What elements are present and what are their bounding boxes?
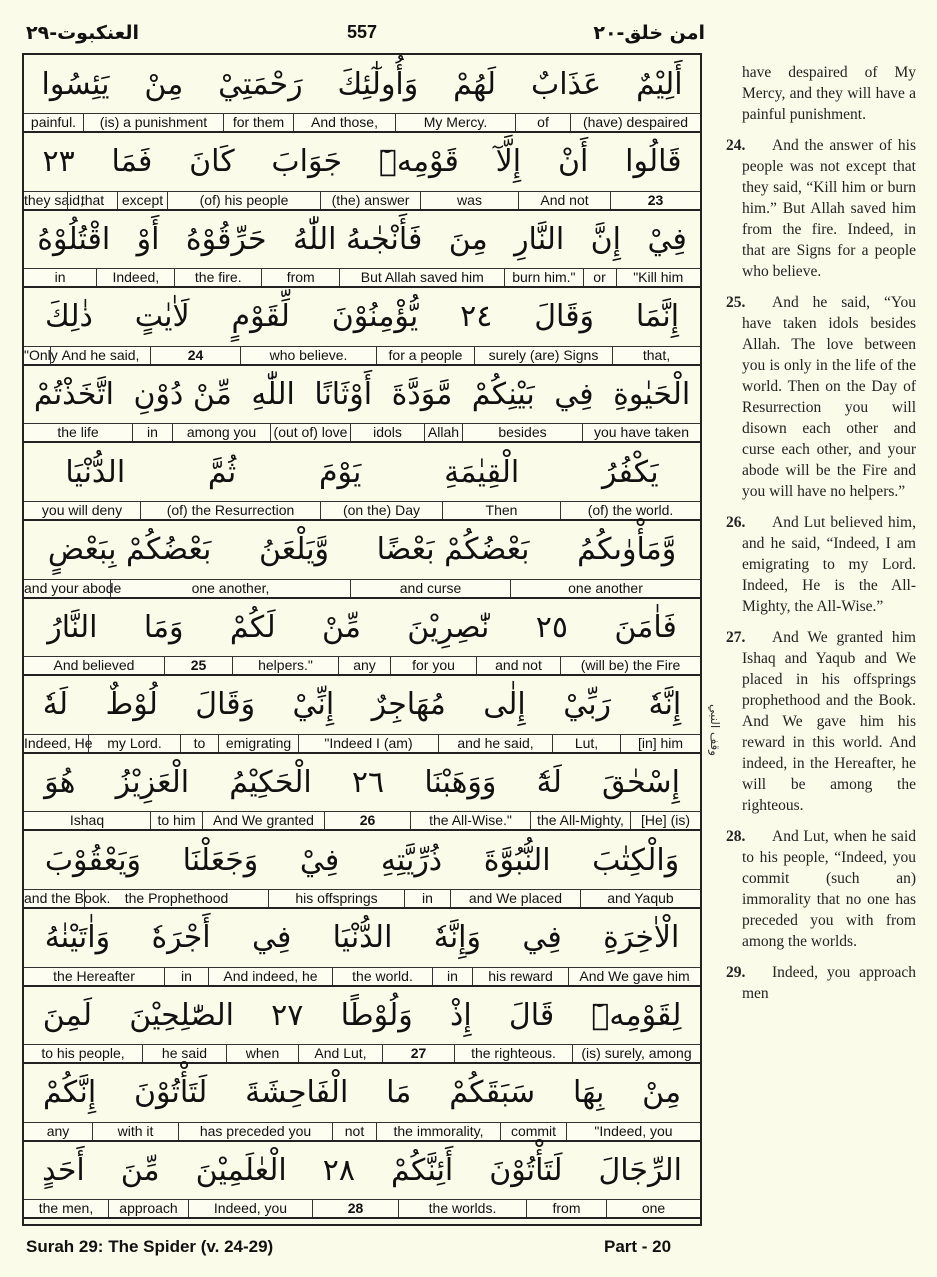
arabic-word: مُهَاجِرٌ	[371, 687, 446, 723]
translation-paragraph	[726, 512, 916, 617]
arabic-text-row	[24, 986, 700, 1044]
verse-line	[24, 986, 700, 1064]
verse-translation-text: And he said, “You have taken idols besides Allah. The love between you is only in the life of the world. Then on the Day of Resurrection you will disown each other and curse each other, and your abode will be the Fire and you will have no helpers.”	[742, 294, 916, 500]
arabic-word: لَتَأْتُوْنَ	[134, 1075, 208, 1111]
arabic-word: وَجَعَلْنَا	[182, 842, 259, 878]
translation-column	[726, 62, 916, 1014]
word-translation-cell: the All-Mighty,	[530, 812, 630, 829]
word-translation-cell: besides	[462, 424, 582, 441]
verse-line	[24, 133, 700, 211]
word-translation-cell: And not	[518, 192, 610, 209]
header-surah-arabic: العنكبوت-٢٩	[26, 22, 140, 44]
arabic-word: فِي	[522, 920, 562, 956]
translation-row	[24, 113, 700, 133]
arabic-word: عَذَابٌ	[530, 66, 602, 102]
word-translation-cell: the worlds.	[398, 1200, 526, 1217]
arabic-word: الْعٰلَمِيْنَ	[195, 1152, 287, 1188]
arabic-word: إِنَّ	[590, 221, 622, 257]
word-translation-cell: Ishaq	[69, 812, 105, 829]
arabic-word: وَقَالَ	[195, 687, 256, 723]
arabic-word: مَّوَدَّةَ	[391, 376, 453, 412]
word-translation-cell: to	[180, 735, 218, 752]
word-translation-cell: the fire.	[174, 269, 261, 286]
translation-row	[24, 579, 700, 599]
arabic-word: كَانَ	[189, 144, 235, 180]
arabic-word: قَالُوا	[625, 144, 682, 180]
arabic-word: وَمَا	[143, 609, 184, 645]
verse-number: 26.	[726, 514, 746, 531]
arabic-text-row	[24, 909, 700, 967]
word-translation-cell: (will be) the Fire	[560, 657, 700, 674]
word-translation-cell: burn him."	[504, 269, 582, 286]
arabic-word: أَلِيْمٌ	[636, 66, 683, 102]
footer-part: Part - 20	[604, 1237, 672, 1256]
verse-translation-text: And Lut, when he said to his people, “Indeed, you commit (such an) immorality that no one has preceded you with from among the worlds.	[742, 828, 916, 950]
word-translation-cell: for you	[390, 657, 476, 674]
arabic-word: وَقَالَ	[534, 299, 595, 335]
verse-line	[24, 521, 700, 599]
translation-row	[24, 889, 700, 909]
word-translation-cell: (of) the world.	[560, 502, 700, 519]
arabic-word: سَبَقَكُمْ	[449, 1075, 536, 1111]
arabic-word: مِّنْ	[322, 609, 361, 645]
word-translation-cell: his offsprings	[268, 890, 404, 907]
arabic-word: لُوْطٌ	[105, 687, 158, 723]
arabic-word: أَئِنَّكُمْ	[390, 1152, 454, 1188]
translation-row	[24, 501, 700, 521]
word-translation-cell: "Indeed I (am)	[298, 735, 438, 752]
arabic-text-row	[24, 1064, 700, 1122]
arabic-word: وَاٰتَيْنٰهُ	[44, 920, 111, 956]
word-translation-cell: And those,	[293, 114, 395, 131]
arabic-text-row	[24, 676, 700, 734]
footer-surah-title: Surah 29: The Spider (v. 24-29)	[26, 1237, 274, 1256]
arabic-text-row	[24, 365, 700, 423]
word-translation-cell: and Yaqub	[580, 890, 700, 907]
word-translation-cell: [He] (is)	[630, 812, 700, 829]
word-translation-cell: my Lord.	[88, 735, 180, 752]
word-translation-cell: And believed	[53, 657, 135, 674]
arabic-word: الدُّنْيَا	[332, 920, 393, 956]
word-translation-cell: (of) the Resurrection	[140, 502, 320, 519]
arabic-word: إِذْ	[449, 997, 472, 1033]
translation-row	[24, 656, 700, 676]
word-translation-cell: Then	[442, 502, 560, 519]
word-translation-cell: to his people,	[41, 1045, 125, 1062]
word-translation-cell: except	[117, 192, 167, 209]
arabic-word: أَحَدٍ	[42, 1152, 85, 1188]
arabic-word: قَالَ	[508, 997, 555, 1033]
word-translation-cell: the Prophethood	[84, 890, 268, 907]
arabic-text-row	[24, 831, 700, 889]
arabic-word: فِيْ	[647, 221, 687, 257]
arabic-word: مَا	[386, 1075, 412, 1111]
arabic-word: فِيْ	[299, 842, 340, 878]
arabic-word: فِي	[554, 376, 594, 412]
translation-row	[24, 346, 700, 366]
arabic-word: بِهَا	[572, 1075, 605, 1111]
word-translation-cell: from	[526, 1200, 606, 1217]
verse-line	[24, 55, 700, 133]
word-translation-cell: has preceded you	[178, 1123, 332, 1140]
word-translation-cell: approach	[108, 1200, 188, 1217]
arabic-word: ٢٧	[271, 997, 304, 1033]
arabic-word: أَجْرَهٗ	[151, 920, 211, 956]
arabic-word: النَّارُ	[47, 609, 98, 645]
arabic-text-row	[24, 1141, 700, 1199]
word-translation-cell: they said,	[24, 191, 84, 208]
word-translation-cell: the Hereafter	[53, 967, 135, 984]
arabic-word: نّٰصِرِيْنَ	[407, 609, 490, 645]
arabic-word: حَرِّقُوْهُ	[185, 221, 267, 257]
arabic-word: لَاٰيٰتٍ	[134, 299, 190, 335]
word-translation-cell: one	[606, 1200, 700, 1217]
arabic-word: اتَّخَذْتُمْ	[33, 376, 114, 412]
word-translation-cell: (out of) love	[270, 424, 350, 441]
word-translation-cell: the immorality,	[376, 1123, 500, 1140]
word-translation-cell: with it	[92, 1123, 178, 1140]
word-translation-cell: "Kill him	[616, 269, 701, 286]
word-translation-cell: and curse	[350, 580, 510, 597]
word-translation-cell: you have taken	[582, 424, 700, 441]
arabic-word: إِنَّكُمْ	[42, 1075, 97, 1111]
arabic-text-row	[24, 521, 700, 579]
word-translation-cell: in	[432, 968, 472, 985]
translation-row	[24, 268, 700, 288]
arabic-word: فَاٰمَنَ	[614, 609, 677, 645]
arabic-word: ٢٦	[351, 764, 385, 800]
translation-paragraph	[726, 292, 916, 502]
word-translation-cell: 28	[312, 1200, 398, 1217]
arabic-word: الْحَكِيْمُ	[229, 764, 312, 800]
word-translation-cell: for them	[223, 114, 293, 131]
verse-number: 25.	[726, 294, 746, 311]
word-translation-cell: any	[338, 657, 390, 674]
word-translation-cell: the All-Wise."	[410, 812, 530, 829]
arabic-word: ثُمَّ	[207, 454, 237, 490]
arabic-word: وَّمَأْوٰىكُمُ	[577, 532, 677, 568]
arabic-word: ٢٨	[322, 1152, 355, 1188]
arabic-word: لَتَأْتُوْنَ	[489, 1152, 563, 1188]
arabic-word: فَمَا	[111, 144, 153, 180]
word-translation-cell: you will deny	[41, 502, 123, 518]
verse-line	[24, 676, 700, 754]
arabic-text-row	[24, 133, 700, 191]
arabic-word: إِنَّمَا	[635, 299, 680, 335]
verse-number: 24.	[726, 137, 746, 154]
word-translation-cell: Allah	[424, 424, 462, 441]
arabic-word: هُوَ	[44, 764, 76, 800]
word-translation-cell: (on the) Day	[320, 502, 442, 519]
word-translation-cell: emigrating	[218, 735, 298, 752]
verse-translation-text: And Lut believed him, and he said, “Indeed, I am emigrating to my Lord. Indeed, He is the All-Mighty, the All-Wise.”	[742, 514, 916, 615]
word-translation-cell: 24	[150, 347, 240, 364]
word-translation-cell: from	[261, 269, 339, 286]
arabic-word: فِي	[251, 920, 292, 956]
verse-line	[24, 1064, 700, 1142]
arabic-word: وَّيَلْعَنُ	[258, 532, 330, 568]
arabic-word: وَلُوْطًا	[340, 997, 413, 1033]
word-translation-cell: in	[54, 269, 66, 286]
arabic-word: يُّؤْمِنُوْنَ	[331, 299, 419, 335]
translation-row	[24, 734, 700, 754]
translation-row	[24, 1044, 700, 1064]
translation-row	[24, 423, 700, 443]
translation-paragraph	[726, 62, 916, 125]
word-translation-cell: [in] him	[620, 735, 700, 752]
word-translation-cell: Indeed,	[96, 269, 174, 286]
translation-paragraph	[726, 135, 916, 282]
verse-number: 29.	[726, 964, 746, 981]
word-translation-cell: to him	[150, 812, 202, 829]
word-translation-cell: commit	[500, 1123, 566, 1140]
arabic-text-row	[24, 210, 700, 268]
arabic-word: الْحَيٰوةِ	[613, 376, 691, 412]
arabic-word: وَيَعْقُوْبَ	[44, 842, 142, 878]
arabic-word: فَأَنْجٰىهُ اللّٰهُ	[292, 221, 423, 257]
word-translation-cell: 26	[324, 812, 410, 829]
arabic-word: رَحْمَتِيْ	[218, 66, 303, 102]
word-translation-cell: 25	[164, 657, 232, 674]
arabic-word: لَهُمْ	[453, 66, 497, 102]
word-translation-cell: "Only	[24, 346, 58, 363]
word-translation-cell: Lut,	[552, 735, 620, 752]
translation-paragraph	[726, 962, 916, 1004]
arabic-word: مِّنْ دُوْنِ	[133, 376, 232, 412]
arabic-word: اللّٰهِ	[251, 376, 295, 412]
verse-line	[24, 1141, 700, 1219]
arabic-word: بَعْضُكُمْ بِبَعْضٍ	[47, 532, 212, 568]
word-translation-cell: helpers."	[232, 657, 338, 674]
word-translation-cell: idols	[350, 424, 424, 441]
word-translation-cell: among you	[172, 424, 270, 441]
verse-translation-text: And We granted him Ishaq and Yaqub and We placed in his offsprings prophethood and the Book. And We gave him his reward in this world. And indeed, in the Hereafter, he will be among the righteous.	[742, 629, 916, 814]
word-translation-cell: the righteous.	[454, 1045, 572, 1062]
arabic-word: يَئِسُوا	[41, 66, 110, 102]
arabic-word: لَهٗ	[42, 687, 68, 723]
arabic-word: إِلَّآ	[495, 144, 522, 180]
translation-row	[24, 1122, 700, 1142]
word-translation-cell: painful.	[30, 114, 77, 130]
arabic-word: ذُرِّيَّتِهِ	[380, 842, 443, 878]
arabic-word: ٢٤	[460, 299, 493, 335]
word-translation-cell: or	[583, 269, 616, 286]
arabic-word: الْفَاحِشَةَ	[245, 1075, 349, 1111]
arabic-word: أَنْ	[557, 144, 589, 180]
word-translation-cell: that,	[612, 347, 700, 364]
word-translation-cell: And Lut,	[298, 1045, 382, 1062]
word-translation-cell: in	[404, 890, 450, 907]
word-translation-cell: and your abode	[24, 579, 122, 596]
arabic-word: أَوْثَانًا	[314, 376, 373, 412]
word-translation-cell: and he said,	[438, 735, 552, 752]
verse-line	[24, 288, 700, 366]
word-translation-cell: (the) answer	[320, 192, 420, 209]
word-translation-cell: for a people	[376, 347, 474, 364]
word-translation-cell: one another	[510, 580, 700, 597]
word-translation-cell: one another,	[110, 580, 350, 597]
word-translation-cell: And We gave him	[568, 968, 700, 985]
word-translation-cell: when	[226, 1045, 298, 1062]
arabic-word: الرِّجَالَ	[598, 1152, 682, 1188]
verse-line	[24, 365, 700, 443]
arabic-word: ٢٣	[42, 144, 75, 180]
arabic-word: قَوْمِهٖٓ	[378, 144, 459, 180]
translation-paragraph	[726, 826, 916, 952]
verse-line	[24, 598, 700, 676]
word-translation-cell: (have) despaired	[570, 114, 700, 131]
arabic-word: وَإِنَّهٗ	[433, 920, 482, 956]
arabic-word: أَوْ	[136, 221, 160, 257]
word-translation-cell: in	[164, 968, 208, 985]
arabic-word: لَهٗٓ	[536, 764, 562, 800]
arabic-word: إِلٰى	[483, 687, 526, 723]
translation-row	[24, 1199, 700, 1219]
arabic-word: إِنِّيْ	[292, 687, 335, 723]
verse-translation-text: And the answer of his people was not except that they said, “Kill him or burn him.” But Allah saved him from the fire. Indeed, in that are Signs for a people who believe.	[742, 137, 916, 280]
verse-number: 27.	[726, 629, 746, 646]
word-translation-cell: (is) surely, among	[572, 1045, 700, 1062]
arabic-word: لِقَوْمِهٖٓ	[591, 997, 682, 1033]
arabic-word: بَعْضُكُمْ بَعْضًا	[376, 532, 530, 568]
word-translation-cell: And indeed, he	[208, 968, 332, 985]
translation-row	[24, 967, 700, 987]
word-translation-cell: his reward	[472, 968, 568, 985]
word-translation-cell: 27	[382, 1045, 454, 1062]
word-by-word-table	[22, 53, 702, 1226]
arabic-word: اقْتُلُوْهُ	[37, 221, 111, 257]
word-translation-cell: in	[132, 424, 172, 441]
arabic-word: وَالْكِتٰبَ	[592, 842, 680, 878]
arabic-word: بَيْنِكُمْ	[471, 376, 535, 412]
arabic-text-row	[24, 598, 700, 656]
arabic-text-row	[24, 443, 700, 501]
verse-translation-text: Indeed, you approach men	[742, 964, 916, 1002]
translation-row	[24, 811, 700, 831]
arabic-word: يَوْمَ	[318, 454, 362, 490]
word-translation-cell: and the Book.	[24, 890, 111, 906]
word-translation-cell: was	[420, 192, 518, 209]
arabic-text-row	[24, 55, 700, 113]
word-translation-cell: Indeed, you	[188, 1200, 312, 1217]
word-translation-cell: My Mercy.	[395, 114, 515, 131]
arabic-text-row	[24, 753, 700, 811]
header-part-arabic: امن خلق-٢٠	[593, 22, 705, 44]
arabic-word: إِسْحٰقَ	[602, 764, 680, 800]
word-translation-cell: (of) his people	[167, 192, 320, 209]
arabic-word: النُّبُوَّةَ	[483, 842, 551, 878]
verse-number: 28.	[726, 828, 746, 845]
word-translation-cell: And We granted	[202, 812, 324, 829]
arabic-word: الْاٰخِرَةِ	[603, 920, 680, 956]
arabic-word: جَوَابَ	[271, 144, 343, 180]
arabic-word: مِّنَ	[120, 1152, 160, 1188]
arabic-word: مِنْ	[642, 1075, 682, 1111]
arabic-word: وَوَهَبْنَا	[424, 764, 497, 800]
arabic-word: النَّارِ	[514, 221, 565, 257]
arabic-word: لِّقَوْمٍ	[231, 299, 290, 335]
arabic-word: وَأُولٰٓئِكَ	[337, 66, 419, 102]
arabic-word: يَكْفُرُ	[601, 454, 659, 490]
arabic-word: لَمِنَ	[42, 997, 93, 1033]
arabic-word: الدُّنْيَا	[65, 454, 126, 490]
arabic-word: إِنَّهٗ	[648, 687, 682, 723]
verse-line	[24, 210, 700, 288]
arabic-word: ٢٥	[535, 609, 569, 645]
page-number: 557	[346, 22, 378, 42]
word-translation-cell: and We placed	[450, 890, 580, 907]
translation-row	[24, 191, 700, 211]
verse-line	[24, 909, 700, 987]
word-translation-cell: Indeed, He	[24, 734, 93, 751]
word-translation-cell: And he said,	[50, 347, 150, 364]
arabic-word: الْقِيٰمَةِ	[444, 454, 520, 490]
verse-line	[24, 443, 700, 521]
word-translation-cell: the world.	[332, 968, 432, 985]
arabic-word: ذٰلِكَ	[45, 299, 93, 335]
verse-translation-text: have despaired of My Mercy, and they will have a painful punishment.	[742, 64, 916, 123]
arabic-word: لَكُمْ	[229, 609, 276, 645]
word-translation-cell: "Indeed, you	[566, 1123, 700, 1140]
word-translation-cell: of	[515, 114, 570, 131]
word-translation-cell: surely (are) Signs	[474, 347, 612, 364]
verse-line	[24, 753, 700, 831]
arabic-word: مِنَ	[448, 221, 488, 257]
arabic-word: الصّٰلِحِيْنَ	[129, 997, 234, 1033]
word-translation-cell: who believe.	[240, 347, 376, 364]
word-translation-cell: he said	[142, 1045, 226, 1062]
translation-paragraph	[726, 627, 916, 816]
word-translation-cell: (is) a punishment	[83, 114, 223, 131]
word-translation-cell: any	[46, 1122, 70, 1139]
word-translation-cell: and not	[476, 657, 560, 674]
arabic-word: الْعَزِيْزُ	[115, 764, 190, 800]
word-translation-cell: 23	[610, 192, 700, 209]
waqf-mark: وقف النبي	[708, 703, 722, 756]
word-translation-cell: the life	[57, 424, 99, 441]
verse-line	[24, 831, 700, 909]
word-translation-cell: not	[332, 1123, 376, 1140]
arabic-word: رَبِّيْ	[563, 687, 612, 723]
word-translation-cell: that	[67, 192, 117, 209]
arabic-text-row	[24, 288, 700, 346]
word-translation-cell: the men,	[38, 1200, 94, 1217]
arabic-word: مِنْ	[144, 66, 184, 102]
word-translation-cell: But Allah saved him	[339, 269, 504, 286]
